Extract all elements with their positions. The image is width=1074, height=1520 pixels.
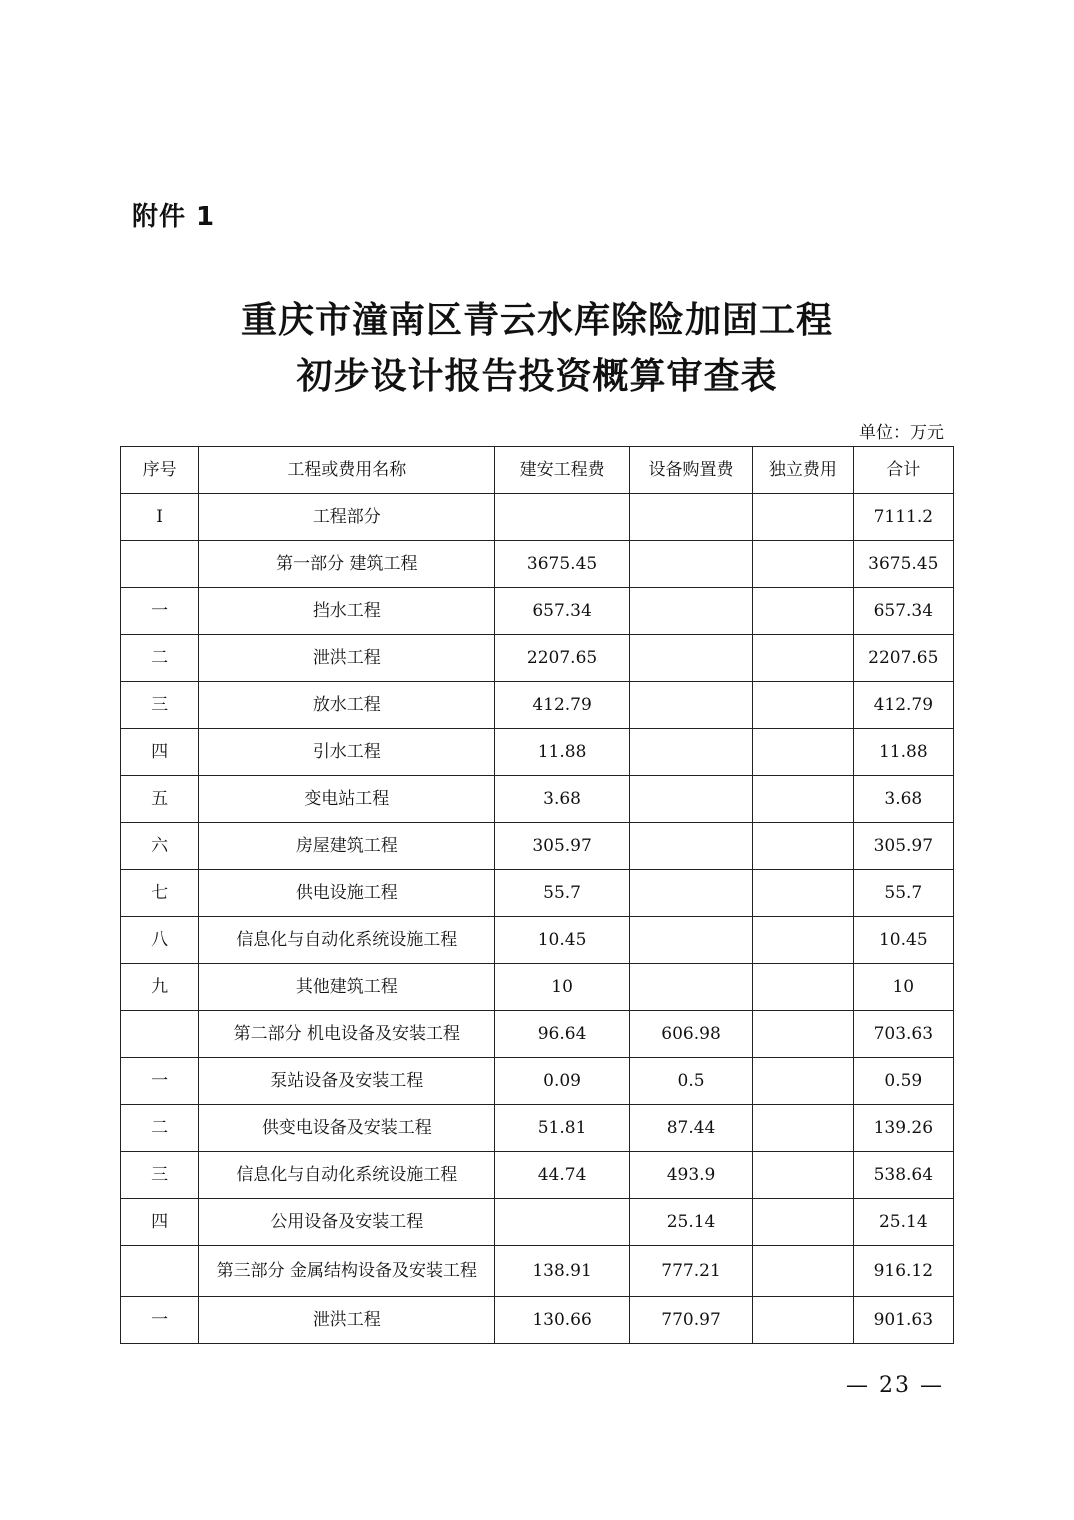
cell-name: 供电设施工程	[199, 870, 495, 917]
table-row	[121, 1011, 954, 1058]
cell-equipment-cost: 777.21	[629, 1246, 752, 1297]
cell-independent-cost	[753, 682, 853, 729]
cell-seq: 二	[121, 1105, 199, 1152]
cell-total: 25.14	[853, 1199, 953, 1246]
cell-build-cost: 10	[495, 964, 629, 1011]
cell-equipment-cost	[629, 635, 752, 682]
cell-total: 11.88	[853, 729, 953, 776]
cell-build-cost: 657.34	[495, 588, 629, 635]
cell-build-cost: 2207.65	[495, 635, 629, 682]
cell-seq: 四	[121, 1199, 199, 1246]
table-row	[121, 917, 954, 964]
cell-total: 3.68	[853, 776, 953, 823]
cell-name: 泵站设备及安装工程	[199, 1058, 495, 1105]
cell-equipment-cost	[629, 494, 752, 541]
cell-independent-cost	[753, 494, 853, 541]
header-independent-cost: 独立费用	[753, 447, 853, 494]
cell-seq: 七	[121, 870, 199, 917]
cell-total: 3675.45	[853, 541, 953, 588]
cell-name: 第一部分 建筑工程	[199, 541, 495, 588]
cell-build-cost: 10.45	[495, 917, 629, 964]
cell-total: 538.64	[853, 1152, 953, 1199]
table-row	[121, 964, 954, 1011]
cell-total: 139.26	[853, 1105, 953, 1152]
cell-name: 房屋建筑工程	[199, 823, 495, 870]
cell-seq: 一	[121, 1297, 199, 1344]
cell-equipment-cost	[629, 917, 752, 964]
cell-seq: 三	[121, 682, 199, 729]
unit-label: 单位：万元	[859, 423, 944, 443]
cell-independent-cost	[753, 1297, 853, 1344]
cell-total: 2207.65	[853, 635, 953, 682]
cell-build-cost: 305.97	[495, 823, 629, 870]
cell-build-cost: 96.64	[495, 1011, 629, 1058]
header-equipment-cost: 设备购置费	[629, 447, 752, 494]
cell-equipment-cost	[629, 776, 752, 823]
table-row	[121, 1105, 954, 1152]
cell-equipment-cost	[629, 729, 752, 776]
cell-independent-cost	[753, 729, 853, 776]
cell-equipment-cost	[629, 870, 752, 917]
cell-independent-cost	[753, 1246, 853, 1297]
cell-independent-cost	[753, 964, 853, 1011]
table-row	[121, 870, 954, 917]
cell-seq: 九	[121, 964, 199, 1011]
cell-name: 公用设备及安装工程	[199, 1199, 495, 1246]
cell-build-cost: 44.74	[495, 1152, 629, 1199]
cell-equipment-cost: 770.97	[629, 1297, 752, 1344]
cell-name: 泄洪工程	[199, 1297, 495, 1344]
table-header-row	[121, 447, 954, 494]
cell-independent-cost	[753, 635, 853, 682]
cell-equipment-cost: 87.44	[629, 1105, 752, 1152]
cell-name: 工程部分	[199, 494, 495, 541]
cell-name: 信息化与自动化系统设施工程	[199, 1152, 495, 1199]
cell-independent-cost	[753, 917, 853, 964]
attachment-label: 附件 1	[132, 202, 216, 232]
table-row	[121, 1246, 954, 1297]
cell-equipment-cost: 493.9	[629, 1152, 752, 1199]
table-row	[121, 729, 954, 776]
cell-independent-cost	[753, 870, 853, 917]
cell-seq	[121, 541, 199, 588]
cell-equipment-cost	[629, 964, 752, 1011]
cell-build-cost: 130.66	[495, 1297, 629, 1344]
table-row	[121, 494, 954, 541]
budget-table	[120, 446, 954, 1344]
cell-total: 901.63	[853, 1297, 953, 1344]
cell-equipment-cost	[629, 682, 752, 729]
table-row	[121, 1058, 954, 1105]
cell-build-cost: 3675.45	[495, 541, 629, 588]
cell-independent-cost	[753, 541, 853, 588]
cell-name: 其他建筑工程	[199, 964, 495, 1011]
cell-independent-cost	[753, 1152, 853, 1199]
cell-total: 703.63	[853, 1011, 953, 1058]
cell-total: 412.79	[853, 682, 953, 729]
cell-equipment-cost	[629, 588, 752, 635]
cell-build-cost: 55.7	[495, 870, 629, 917]
cell-build-cost: 138.91	[495, 1246, 629, 1297]
page-number: — 23 —	[846, 1373, 944, 1398]
table-row	[121, 1199, 954, 1246]
cell-independent-cost	[753, 823, 853, 870]
header-seq: 序号	[121, 447, 199, 494]
cell-name: 变电站工程	[199, 776, 495, 823]
cell-build-cost	[495, 1199, 629, 1246]
cell-equipment-cost: 25.14	[629, 1199, 752, 1246]
document-title-line-2: 初步设计报告投资概算审查表	[296, 355, 778, 397]
cell-seq: 六	[121, 823, 199, 870]
cell-build-cost: 412.79	[495, 682, 629, 729]
cell-independent-cost	[753, 1199, 853, 1246]
cell-name: 供变电设备及安装工程	[199, 1105, 495, 1152]
cell-name: 放水工程	[199, 682, 495, 729]
table-row	[121, 823, 954, 870]
document-title-line-1: 重庆市潼南区青云水库除险加固工程	[240, 299, 833, 341]
table-row	[121, 682, 954, 729]
cell-build-cost: 0.09	[495, 1058, 629, 1105]
header-total: 合计	[853, 447, 953, 494]
cell-seq: 二	[121, 635, 199, 682]
cell-name: 第三部分 金属结构设备及安装工程	[199, 1246, 495, 1297]
cell-seq: 四	[121, 729, 199, 776]
table-row	[121, 588, 954, 635]
cell-name: 挡水工程	[199, 588, 495, 635]
cell-name: 引水工程	[199, 729, 495, 776]
cell-build-cost: 3.68	[495, 776, 629, 823]
table-row	[121, 1152, 954, 1199]
table-row	[121, 635, 954, 682]
table-row	[121, 776, 954, 823]
cell-independent-cost	[753, 1105, 853, 1152]
cell-equipment-cost: 606.98	[629, 1011, 752, 1058]
cell-name: 信息化与自动化系统设施工程	[199, 917, 495, 964]
cell-total: 7111.2	[853, 494, 953, 541]
cell-independent-cost	[753, 588, 853, 635]
cell-seq: 八	[121, 917, 199, 964]
table-row	[121, 541, 954, 588]
cell-total: 916.12	[853, 1246, 953, 1297]
cell-independent-cost	[753, 1011, 853, 1058]
cell-seq: 一	[121, 1058, 199, 1105]
cell-seq	[121, 1246, 199, 1297]
cell-independent-cost	[753, 776, 853, 823]
cell-independent-cost	[753, 1058, 853, 1105]
cell-equipment-cost: 0.5	[629, 1058, 752, 1105]
cell-seq	[121, 1011, 199, 1058]
cell-seq: 一	[121, 588, 199, 635]
cell-build-cost	[495, 494, 629, 541]
cell-total: 0.59	[853, 1058, 953, 1105]
cell-name: 泄洪工程	[199, 635, 495, 682]
header-build-cost: 建安工程费	[495, 447, 629, 494]
cell-total: 55.7	[853, 870, 953, 917]
cell-name: 第二部分 机电设备及安装工程	[199, 1011, 495, 1058]
cell-total: 657.34	[853, 588, 953, 635]
cell-seq: 三	[121, 1152, 199, 1199]
cell-seq: I	[121, 494, 199, 541]
cell-total: 305.97	[853, 823, 953, 870]
cell-build-cost: 11.88	[495, 729, 629, 776]
table-row	[121, 1297, 954, 1344]
cell-equipment-cost	[629, 823, 752, 870]
cell-total: 10.45	[853, 917, 953, 964]
cell-seq: 五	[121, 776, 199, 823]
cell-total: 10	[853, 964, 953, 1011]
header-name: 工程或费用名称	[199, 447, 495, 494]
cell-equipment-cost	[629, 541, 752, 588]
cell-build-cost: 51.81	[495, 1105, 629, 1152]
